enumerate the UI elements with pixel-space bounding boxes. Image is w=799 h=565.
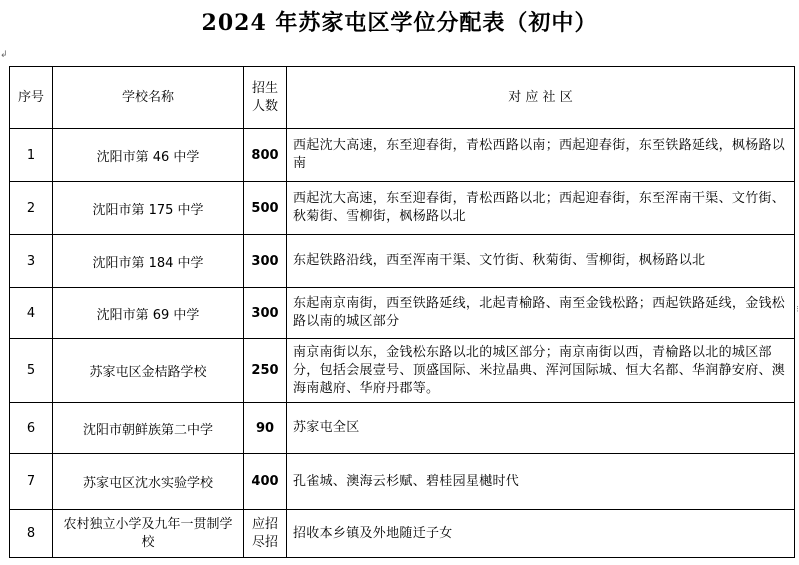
row-school: 沈阳市朝鲜族第二中学 <box>53 403 244 454</box>
row-no: 2 <box>10 182 53 235</box>
table-header-row <box>10 67 795 129</box>
row-area: 南京南街以东，金钱松东路以北的城区部分；南京南街以西，青榆路以北的城区部分，包括会展壹号、顶盛国际、米拉晶典、浑河国际城、恒大名都、华润静安府、澳海南越府、华府丹郡等。 <box>287 339 795 403</box>
table-row <box>10 235 795 288</box>
row-area: 东起南京南街，西至铁路延线，北起青榆路、南至金钱松路；西起铁路延线，金钱松路以南的城区部分 <box>287 288 795 339</box>
table-row <box>10 454 795 510</box>
row-school: 沈阳市第 175 中学 <box>53 182 244 235</box>
header-area: 对 应 社 区 <box>287 67 795 129</box>
page-title: 2024 年苏家屯区学位分配表（初中） <box>201 10 598 36</box>
table-row <box>10 339 795 403</box>
row-school: 苏家屯区金桔路学校 <box>53 339 244 403</box>
page-edge-mark-icon: ⁝ <box>796 305 799 315</box>
row-no: 6 <box>10 403 53 454</box>
row-area: 招收本乡镇及外地随迁子女 <box>287 510 795 558</box>
row-no: 1 <box>10 129 53 182</box>
allocation-table <box>9 66 795 558</box>
header-no: 序号 <box>10 67 53 129</box>
row-count: 400 <box>244 454 287 510</box>
row-school: 沈阳市第 46 中学 <box>53 129 244 182</box>
table-row <box>10 182 795 235</box>
row-area: 西起沈大高速，东至迎春街，青松西路以南；西起迎春街，东至铁路延线，枫杨路以南 <box>287 129 795 182</box>
row-count: 300 <box>244 235 287 288</box>
row-area: 苏家屯全区 <box>287 403 795 454</box>
row-count: 500 <box>244 182 287 235</box>
header-count: 招生人数 <box>244 67 287 129</box>
row-no: 8 <box>10 510 53 558</box>
row-no: 5 <box>10 339 53 403</box>
row-count: 800 <box>244 129 287 182</box>
row-count: 90 <box>244 403 287 454</box>
row-count: 300 <box>244 288 287 339</box>
row-area: 东起铁路沿线，西至浑南干渠、文竹街、秋菊街、雪柳街，枫杨路以北 <box>287 235 795 288</box>
row-count: 250 <box>244 339 287 403</box>
row-school: 沈阳市第 69 中学 <box>53 288 244 339</box>
row-no: 7 <box>10 454 53 510</box>
row-area: 孔雀城、澳海云杉赋、碧桂园星樾时代 <box>287 454 795 510</box>
row-school: 苏家屯区沈水实验学校 <box>53 454 244 510</box>
row-school: 沈阳市第 184 中学 <box>53 235 244 288</box>
table-row <box>10 403 795 454</box>
table-row <box>10 510 795 558</box>
table-row <box>10 288 795 339</box>
text-anchor-icon: ↲ <box>0 50 8 60</box>
table-row <box>10 129 795 182</box>
row-school: 农村独立小学及九年一贯制学校 <box>53 510 244 558</box>
row-no: 3 <box>10 235 53 288</box>
header-school: 学校名称 <box>53 67 244 129</box>
row-no: 4 <box>10 288 53 339</box>
row-count: 应招尽招 <box>244 510 287 558</box>
row-area: 西起沈大高速，东至迎春街，青松西路以北；西起迎春街，东至浑南干渠、文竹街、秋菊街、雪柳街，枫杨路以北 <box>287 182 795 235</box>
